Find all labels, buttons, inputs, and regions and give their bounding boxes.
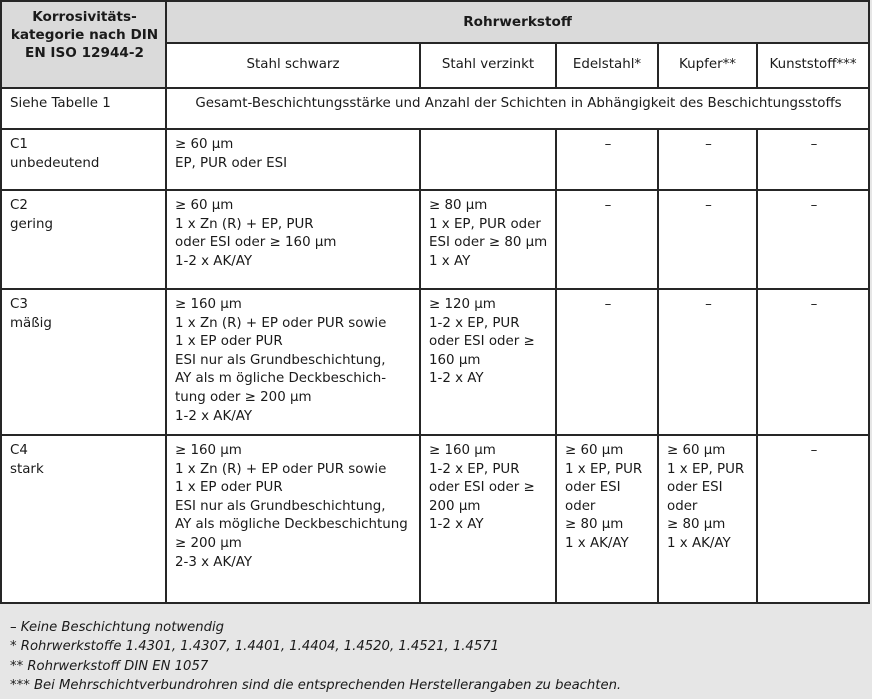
stahl-schwarz-cell: ≥ 60 µm EP, PUR oder ESI xyxy=(166,129,420,190)
material-kupfer: Kupfer** xyxy=(658,43,757,88)
category-cell: C4 stark xyxy=(1,435,166,603)
kunststoff-cell: – xyxy=(757,435,869,603)
table-row xyxy=(1,435,869,603)
kunststoff-cell: – xyxy=(757,190,869,289)
stahl-verzinkt-cell xyxy=(420,129,556,190)
header-row xyxy=(1,1,869,43)
material-stahl-schwarz: Stahl schwarz xyxy=(166,43,420,88)
kupfer-cell: – xyxy=(658,129,757,190)
stahl-verzinkt-cell: ≥ 80 µm 1 x EP, PUR oder ESI oder ≥ 80 µm 1 x AY xyxy=(420,190,556,289)
info-category: Siehe Tabelle 1 xyxy=(1,88,166,129)
stahl-schwarz-cell: ≥ 160 µm 1 x Zn (R) + EP oder PUR sowie 1 x EP oder PUR ESI nur als Grundbeschichtung, AY als m ögliche Deckbeschich- tung oder ≥ 200 µm 1-2 x AK/AY xyxy=(166,289,420,435)
stahl-verzinkt-cell: ≥ 160 µm 1-2 x EP, PUR oder ESI oder ≥ 200 µm 1-2 x AY xyxy=(420,435,556,603)
table-row xyxy=(1,129,869,190)
kupfer-cell: – xyxy=(658,289,757,435)
footnote-kupfer: ** Rohrwerkstoff DIN EN 1057 xyxy=(10,658,209,674)
material-kunststoff: Kunststoff*** xyxy=(757,43,869,88)
material-header: Rohrwerkstoff xyxy=(166,1,869,43)
footnote-kunststoff: *** Bei Mehrschichtverbundrohren sind die entsprechenden Herstellerangaben zu beachten. xyxy=(10,678,622,694)
material-stahl-verzinkt: Stahl verzinkt xyxy=(420,43,556,88)
category-header: Korrosivitäts- kategorie nach DIN EN ISO 12944-2 xyxy=(1,1,166,88)
table-row xyxy=(1,289,869,435)
footnotes xyxy=(10,618,621,696)
kunststoff-cell: – xyxy=(757,289,869,435)
edelstahl-cell: – xyxy=(556,129,658,190)
stahl-schwarz-cell: ≥ 160 µm 1 x Zn (R) + EP oder PUR sowie 1 x EP oder PUR ESI nur als Grundbeschichtung, AY als mögliche Deckbeschichtung ≥ 200 µm 2-3 x AK/AY xyxy=(166,435,420,603)
edelstahl-cell: – xyxy=(556,289,658,435)
kupfer-cell: ≥ 60 µm 1 x EP, PUR oder ESI oder ≥ 80 µm 1 x AK/AY xyxy=(658,435,757,603)
edelstahl-cell: ≥ 60 µm 1 x EP, PUR oder ESI oder ≥ 80 µm 1 x AK/AY xyxy=(556,435,658,603)
kunststoff-cell: – xyxy=(757,129,869,190)
info-text: Gesamt-Beschichtungsstärke und Anzahl der Schichten in Abhängigkeit des Beschichtungsstoffs xyxy=(166,88,869,129)
kupfer-cell: – xyxy=(658,190,757,289)
material-edelstahl: Edelstahl* xyxy=(556,43,658,88)
table-row xyxy=(1,190,869,289)
stahl-schwarz-cell: ≥ 60 µm 1 x Zn (R) + EP, PUR oder ESI oder ≥ 160 µm 1-2 x AK/AY xyxy=(166,190,420,289)
category-cell: C1 unbedeutend xyxy=(1,129,166,190)
info-row xyxy=(1,88,869,129)
category-cell: C2 gering xyxy=(1,190,166,289)
category-cell: C3 mäßig xyxy=(1,289,166,435)
stahl-verzinkt-cell: ≥ 120 µm 1-2 x EP, PUR oder ESI oder ≥ 160 µm 1-2 x AY xyxy=(420,289,556,435)
edelstahl-cell: – xyxy=(556,190,658,289)
footnote-dash: – Keine Beschichtung notwendig xyxy=(10,620,225,635)
footnote-edelstahl: * Rohrwerkstoffe 1.4301, 1.4307, 1.4401, 1.4404, 1.4520, 1.4521, 1.4571 xyxy=(10,639,499,655)
